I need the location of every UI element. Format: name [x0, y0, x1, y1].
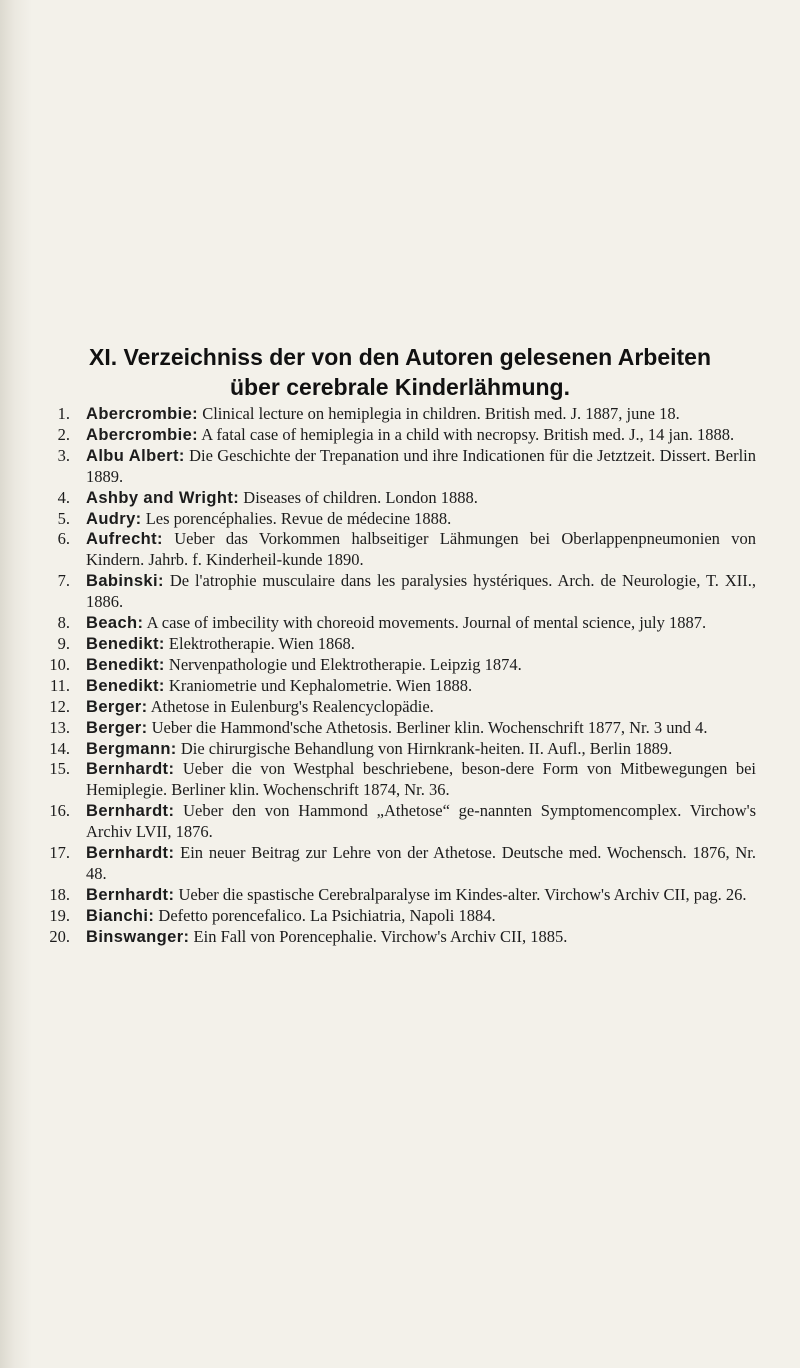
bibliography-list [40, 404, 756, 948]
entry-number: 20. [49, 926, 70, 946]
entry-text: Ein Fall von Porencephalie. Virchow's Archiv CII, 1885. [193, 926, 568, 946]
bibliography-entry [40, 509, 756, 530]
entry-author: Babinski: [86, 572, 164, 591]
entry-text: Ueber die spastische Cerebralparalyse im Kindes-alter. Virchow's Archiv CII, pag. 26. [178, 884, 747, 904]
heading-title-line-2: über cerebrale Kinderlähmung. [230, 374, 570, 400]
entry-author: Bernhardt: [86, 885, 175, 904]
entry-number: 2. [57, 424, 70, 444]
entry-author: Bianchi: [86, 906, 155, 925]
entry-number: 19. [49, 905, 70, 925]
bibliography-entry [40, 906, 756, 927]
bibliography-entry [40, 739, 756, 760]
bibliography-entry [40, 425, 756, 446]
bibliography-entry [40, 718, 756, 739]
bibliography-entry [40, 613, 756, 634]
entry-text: Ein neuer Beitrag zur Lehre von der Athetose. Deutsche med. Wochensch. 1876, Nr. 48. [86, 843, 756, 883]
entry-text: Ueber das Vorkommen halbseitiger Lähmungen bei Oberlappenpneumonien von Kindern. Jahrb. f. Kinderheil-kunde 1890. [86, 529, 756, 570]
entry-number: 11. [49, 675, 70, 695]
entry-number: 4. [57, 487, 70, 507]
bibliography-entry [40, 488, 756, 509]
bibliography-entry [40, 655, 756, 676]
entry-author: Ashby and Wright: [86, 488, 240, 507]
entry-author: Bernhardt: [86, 802, 175, 821]
bibliography-entry [40, 759, 756, 801]
entry-author: Bernhardt: [86, 760, 175, 779]
entry-number: 9. [57, 633, 70, 653]
entry-number: 15. [49, 759, 70, 779]
entry-number: 7. [57, 571, 70, 591]
entry-author: Abercrombie: [86, 425, 199, 444]
entry-text: Die Geschichte der Trepanation und ihre Indicationen für die Jetztzeit. Dissert. Berlin 1889. [86, 445, 756, 486]
bibliography-entry [40, 885, 756, 906]
entry-author: Benedikt: [86, 655, 165, 674]
entry-number: 12. [49, 696, 70, 716]
entry-author: Albu Albert: [86, 446, 185, 465]
entry-author: Aufrecht: [86, 530, 163, 549]
entry-text: A fatal case of hemiplegia in a child with necropsy. British med. J., 14 jan. 1888. [201, 424, 735, 444]
entry-text: Diseases of children. London 1888. [243, 487, 478, 507]
entry-text: Les porencéphalies. Revue de médecine 1888. [145, 508, 452, 528]
entry-number: 17. [49, 843, 70, 863]
entry-number: 5. [57, 508, 70, 528]
bibliography-entry [40, 529, 756, 571]
entry-number: 6. [57, 529, 70, 549]
bibliography-entry [40, 446, 756, 488]
bibliography-entry [40, 843, 756, 885]
entry-author: Audry: [86, 509, 142, 528]
entry-author: Berger: [86, 718, 148, 737]
entry-text: Nervenpathologie und Elektrotherapie. Leipzig 1874. [168, 654, 522, 674]
entry-text: Ueber die Hammond'sche Athetosis. Berliner klin. Wochenschrift 1877, Nr. 3 und 4. [151, 717, 708, 737]
section-number: XI. [88, 344, 118, 370]
bibliography-entry [40, 676, 756, 697]
entry-text: Athetose in Eulenburg's Realencyclopädie. [150, 696, 434, 716]
entry-author: Berger: [86, 697, 148, 716]
entry-text: Defetto porencefalico. La Psichiatria, Napoli 1884. [158, 905, 496, 925]
entry-text: A case of imbecility with choreoid movements. Journal of mental science, july 1887. [146, 613, 707, 633]
section-heading [0, 342, 800, 402]
entry-author: Bergmann: [86, 739, 177, 758]
entry-author: Beach: [86, 614, 144, 633]
entry-text: Clinical lecture on hemiplegia in children. British med. J. 1887, june 18. [202, 404, 680, 423]
entry-text: Kraniometrie und Kephalometrie. Wien 1888. [168, 675, 473, 695]
entry-number: 8. [57, 613, 70, 633]
bibliography-entry [40, 927, 756, 948]
page-edge-shadow [0, 0, 32, 1368]
bibliography-entry [40, 571, 756, 613]
entry-number: 3. [57, 445, 70, 465]
entry-number: 14. [49, 738, 70, 758]
bibliography-entry [40, 634, 756, 655]
bibliography-entry [40, 697, 756, 718]
entry-author: Abercrombie: [86, 405, 199, 423]
bibliography-entry [40, 404, 756, 425]
entry-number: 16. [49, 801, 70, 821]
entry-author: Benedikt: [86, 634, 165, 653]
entry-text: Ueber den von Hammond „Athetose“ ge-nannten Symptomencomplex. Virchow's Archiv LVII, 1876. [86, 801, 756, 842]
entry-author: Bernhardt: [86, 844, 175, 863]
entry-number: 1. [57, 404, 70, 423]
entry-number: 10. [49, 654, 70, 674]
entry-number: 13. [49, 717, 70, 737]
entry-text: Die chirurgische Behandlung von Hirnkrank-heiten. II. Aufl., Berlin 1889. [180, 738, 673, 758]
heading-title-line-1: Verzeichniss der von den Autoren gelesenen Arbeiten [123, 344, 712, 370]
entry-text: Ueber die von Westphal beschriebene, beson-dere Form von Mitbewegungen bei Hemiplegie. Berliner klin. Wochenschrift 1874, Nr. 36. [86, 759, 757, 800]
bibliography-entry [40, 801, 756, 843]
heading-line-1 [0, 342, 800, 372]
entry-text: De l'atrophie musculaire dans les paralysies hystériques. Arch. de Neurologie, T. XII., 1886. [86, 571, 757, 612]
entry-author: Benedikt: [86, 676, 165, 695]
entry-text: Elektrotherapie. Wien 1868. [168, 633, 355, 653]
entry-author: Binswanger: [86, 927, 190, 946]
entry-number: 18. [49, 884, 70, 904]
